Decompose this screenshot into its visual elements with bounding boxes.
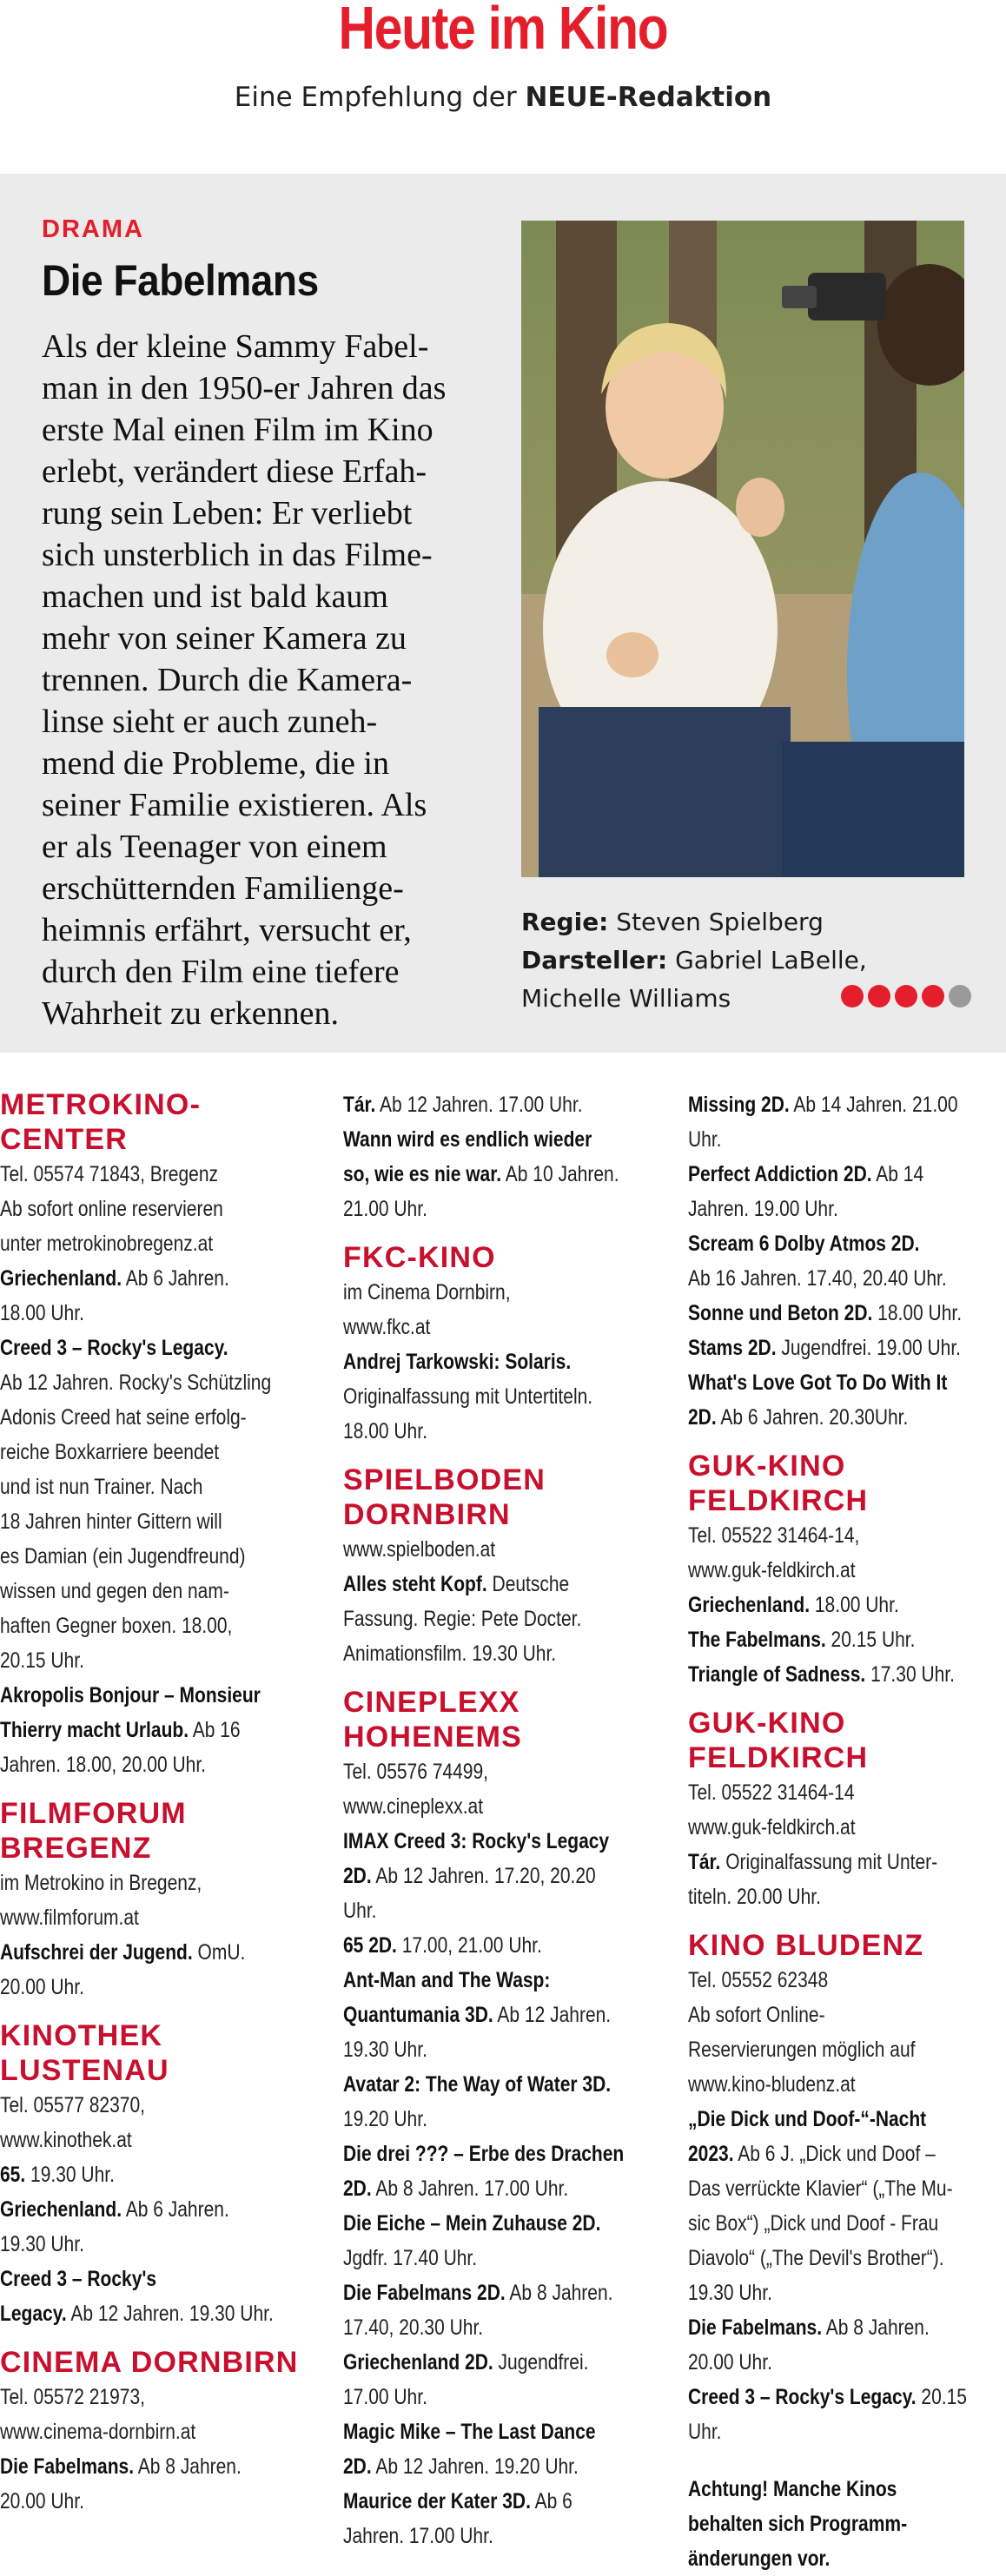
- film-title-line: Ant-Man and The Wasp:: [343, 1968, 551, 1992]
- director-label: Regie:: [521, 908, 609, 936]
- film-title-inline: Tár.: [343, 1093, 376, 1117]
- listing-line: 19.20 Uhr.: [343, 2107, 427, 2131]
- cinema-name: KINOTHEK: [0, 2019, 163, 2052]
- cast-line-2: Michelle Williams: [521, 984, 731, 1013]
- film-title-line: änderungen vor.: [688, 2546, 831, 2571]
- film-still-illustration: [521, 221, 964, 877]
- cinema-name: CINEPLEXX: [343, 1686, 520, 1719]
- film-title-line: Wann wird es endlich wieder: [343, 1127, 592, 1152]
- listing-line: www.cineplexx.at: [343, 1794, 484, 1819]
- listing-line: [0, 2157, 262, 2192]
- film-title-line: Scream 6 Dolby Atmos 2D.: [688, 1232, 920, 1256]
- synopsis-line: erste Mal einen Film im Kino: [42, 412, 434, 448]
- listing-line: Ab 16 Jahren. 17.40, 20.40 Uhr.: [688, 1266, 947, 1291]
- film-title-inline: 2D.: [688, 1405, 717, 1430]
- film-title-line: Die Eiche – Mein Zuhause 2D.: [343, 2211, 601, 2236]
- cinema-name: KINO BLUDENZ: [688, 1929, 924, 1962]
- listing-line: www.spielboden.at: [343, 1537, 496, 1562]
- film-title-inline: Aufschrei der Jugend.: [0, 1940, 193, 1965]
- listing-line: Das verrückte Klavier“ („The Mu-: [688, 2176, 953, 2201]
- film-title-line: Creed 3 – Rocky's Legacy.: [0, 1336, 228, 1360]
- listing-detail: Ab 6 Jahren.: [122, 1266, 229, 1291]
- film-title-line: Avatar 2: The Way of Water 3D.: [343, 2072, 612, 2097]
- listing-line: [343, 1087, 613, 1122]
- listing-line: 19.30 Uhr.: [343, 2038, 427, 2062]
- listing-line: [343, 1928, 613, 1963]
- listing-line: [688, 2380, 967, 2414]
- listing-line: [688, 1845, 950, 1879]
- listing-line: 18 Jahren hinter Gittern will: [0, 1509, 222, 1534]
- cast-names-1: Gabriel LaBelle,: [675, 946, 867, 974]
- cinema-name: BREGENZ: [0, 1832, 152, 1865]
- listing-line: [343, 1567, 613, 1602]
- listing-detail: Deutsche: [486, 1572, 570, 1596]
- film-title-inline: Creed 3 – Rocky's Legacy.: [688, 2385, 917, 2409]
- listing-line: www.guk-feldkirch.at: [688, 1815, 856, 1840]
- listing-line: www.guk-feldkirch.at: [688, 1558, 856, 1582]
- listing-line: und ist nun Trainer. Nach: [0, 1475, 203, 1499]
- film-title-line: Achtung! Manche Kinos: [688, 2477, 897, 2501]
- listing-line: www.kinothek.at: [0, 2128, 132, 2152]
- listing-line: Ab sofort Online-: [688, 2003, 825, 2027]
- film-title-inline: 65.: [0, 2163, 26, 2187]
- listing-line: 17.40, 20.30 Uhr.: [343, 2315, 484, 2340]
- synopsis-line: mend die Probleme, die in: [42, 745, 389, 782]
- listing-line: Ab sofort online reservieren: [0, 1197, 223, 1221]
- listing-detail: Ab 8 Jahren.: [822, 2315, 930, 2340]
- film-title-inline: Die Fabelmans.: [688, 2315, 823, 2340]
- listing-line: Reservierungen möglich auf: [688, 2038, 916, 2062]
- listing-line: Tel. 05522 31464-14,: [688, 1523, 860, 1548]
- listing-column-2: [343, 1087, 665, 2553]
- listing-line: [343, 2449, 613, 2484]
- listing-line: Diavolo“ („The Devil's Brother“).: [688, 2246, 944, 2270]
- listing-line: [343, 1859, 613, 1893]
- synopsis-line: Als der kleine Sammy Fabel-: [42, 328, 429, 365]
- spacer: [688, 2449, 1001, 2472]
- listing-line: Originalfassung mit Untertiteln.: [343, 1384, 593, 1409]
- listing-detail: 18.00 Uhr.: [872, 1301, 963, 1325]
- listing-column-1: [0, 1087, 313, 2519]
- listing-line: Tel. 05576 74499,: [343, 1760, 488, 1784]
- film-title-line: „Die Dick und Doof-“-Nacht: [688, 2107, 927, 2131]
- film-title-line: Magic Mike – The Last Dance: [343, 2420, 596, 2444]
- subtitle-brand: NEUE-Redaktion: [525, 82, 772, 113]
- listing-line: Tel. 05574 71843, Bregenz: [0, 1162, 219, 1186]
- listing-detail: 17.00, 21.00 Uhr.: [396, 1933, 542, 1958]
- listing-line: Uhr.: [688, 1127, 722, 1152]
- film-title-line: IMAX Creed 3: Rocky's Legacy: [343, 1829, 610, 1853]
- listing-detail: Ab 6 J. „Dick und Doof –: [733, 2142, 936, 2166]
- synopsis-line: rung sein Leben: Er verliebt: [42, 495, 413, 532]
- listing-line: [688, 1588, 950, 1622]
- listing-detail: Ab 14: [871, 1162, 924, 1186]
- listing-line: 19.30 Uhr.: [0, 2232, 84, 2256]
- listing-line: [343, 2484, 613, 2519]
- listing-detail: Ab 12 Jahren. 17.00 Uhr.: [375, 1093, 583, 1117]
- listing-detail: Ab 16: [189, 1718, 241, 1742]
- listing-detail: Ab 10 Jahren.: [501, 1162, 619, 1186]
- listing-line: Uhr.: [688, 2420, 722, 2444]
- listing-line: Tel. 05552 62348: [688, 1968, 829, 1992]
- synopsis-line: er als Teenager von einem: [42, 829, 387, 865]
- cinema-name: FELDKIRCH: [688, 1484, 869, 1517]
- listing-detail: 18.00 Uhr.: [810, 1593, 899, 1617]
- listing-line: unter metrokinobregenz.at: [0, 1232, 214, 1256]
- listing-line: [0, 1713, 262, 1747]
- listing-detail: Ab 12 Jahren.: [493, 2003, 612, 2027]
- film-title-inline: Die Fabelmans.: [0, 2454, 135, 2479]
- film-title-inline: Triangle of Sadness.: [688, 1662, 866, 1687]
- listing-line: 18.00 Uhr.: [343, 1419, 427, 1443]
- film-title-inline: Griechenland.: [0, 2197, 122, 2222]
- cinema-name: CENTER: [0, 1123, 128, 1156]
- listing-line: Jgdfr. 17.40 Uhr.: [343, 2246, 478, 2270]
- listing-line: 21.00 Uhr.: [343, 1197, 427, 1221]
- listing-line: [688, 1622, 950, 1657]
- listing-line: [688, 2310, 950, 2345]
- film-title-inline: The Fabelmans.: [688, 1628, 826, 1652]
- subtitle-prefix: Eine Empfehlung der: [234, 82, 526, 113]
- listing-line: 20.15 Uhr.: [0, 1648, 84, 1673]
- listing-line: [343, 1157, 619, 1192]
- listing-line: [688, 1157, 950, 1192]
- rating-dot-filled: [841, 985, 864, 1007]
- listing-line: [343, 2275, 613, 2310]
- listing-line: es Damian (ein Jugendfreund): [0, 1544, 246, 1569]
- listing-line: [0, 2192, 262, 2227]
- listing-detail: Originalfassung mit Unter-: [720, 1850, 938, 1874]
- listing-detail: Ab 6 Jahren. 20.30Uhr.: [716, 1405, 909, 1430]
- listing-line: 18.00 Uhr.: [0, 1301, 84, 1325]
- listing-line: reiche Boxkarriere beendet: [0, 1440, 220, 1464]
- film-title-inline: Maurice der Kater 3D.: [343, 2489, 531, 2513]
- film-title-inline: Tár.: [688, 1850, 721, 1874]
- film-synopsis: [42, 326, 493, 1034]
- film-title-inline: Griechenland 2D.: [343, 2350, 493, 2375]
- listing-detail: Ab 12 Jahren. 19.30 Uhr.: [66, 2302, 274, 2326]
- synopsis-line: man in den 1950-er Jahren das: [42, 370, 447, 406]
- synopsis-line: trennen. Durch die Kamera-: [42, 662, 413, 698]
- cinema-name: CINEMA DORNBIRN: [0, 2346, 299, 2379]
- rating-dot-filled: [868, 985, 890, 1007]
- listing-line: www.fkc.at: [343, 1315, 431, 1339]
- listing-line: [0, 1935, 262, 1970]
- synopsis-line: mehr von seiner Kamera zu: [42, 620, 407, 657]
- listing-detail: Jugendfrei.: [493, 2350, 589, 2375]
- film-title-inline: Sonne und Beton 2D.: [688, 1301, 873, 1325]
- film-title: Die Fabelmans: [42, 256, 319, 305]
- film-title-inline: 2D.: [343, 2176, 372, 2201]
- listing-line: Uhr.: [343, 1899, 377, 1923]
- film-title-inline: so, wie es nie war.: [343, 1162, 502, 1186]
- film-still-image: [521, 221, 964, 877]
- listing-line: 20.00 Uhr.: [0, 1975, 84, 1999]
- film-genre: DRAMA: [42, 215, 144, 243]
- listing-detail: Ab 8 Jahren.: [505, 2281, 613, 2305]
- film-title-inline: Thierry macht Urlaub.: [0, 1718, 189, 1742]
- cinema-name: SPIELBODEN: [343, 1463, 546, 1496]
- film-title-inline: 2023.: [688, 2142, 734, 2166]
- listing-line: im Metrokino in Bregenz,: [0, 1871, 202, 1895]
- film-title-line: Akropolis Bonjour – Monsieur: [0, 1683, 261, 1707]
- listing-line: [0, 2449, 262, 2484]
- listing-line: [688, 1400, 950, 1435]
- listing-line: [688, 1296, 963, 1331]
- listing-line: 17.00 Uhr.: [343, 2385, 427, 2409]
- listing-line: Fassung. Regie: Pete Docter.: [343, 1607, 582, 1631]
- listing-detail: Ab 12 Jahren. 19.20 Uhr.: [371, 2454, 579, 2479]
- cinema-name: FELDKIRCH: [688, 1741, 869, 1774]
- synopsis-line: machen und ist bald kaum: [42, 578, 388, 615]
- listing-line: Tel. 05577 82370,: [0, 2093, 145, 2117]
- listing-line: Adonis Creed hat seine erfolg-: [0, 1405, 247, 1430]
- film-title-inline: 2D.: [343, 1864, 372, 1888]
- synopsis-line: heimnis erfährt, versucht er,: [42, 912, 412, 948]
- cinema-name: LUSTENAU: [0, 2054, 169, 2087]
- cinema-name: HOHENEMS: [343, 1721, 523, 1754]
- listing-line: [688, 1087, 958, 1122]
- film-title-line: behalten sich Programm-: [688, 2512, 908, 2536]
- cinema-name: FKC-KINO: [343, 1241, 496, 1274]
- listing-line: [688, 1331, 962, 1365]
- listing-line: wissen und gegen den nam-: [0, 1579, 229, 1603]
- listing-line: [343, 2345, 613, 2380]
- cinema-name: FILMFORUM: [0, 1797, 187, 1830]
- listing-line: 19.30 Uhr.: [688, 2281, 772, 2305]
- page-title: Heute im Kino: [338, 0, 668, 62]
- film-title-inline: 65 2D.: [343, 1933, 397, 1958]
- synopsis-line: seiner Familie existieren. Als: [42, 787, 427, 823]
- listing-line: [343, 1998, 613, 2032]
- rating-dot-filled: [895, 985, 917, 1007]
- listing-line: haften Gegner boxen. 18.00,: [0, 1614, 233, 1638]
- listing-line: titeln. 20.00 Uhr.: [688, 1885, 821, 1909]
- listing-line: im Cinema Dornbirn,: [343, 1280, 511, 1305]
- cinema-name: METROKINO-: [0, 1088, 202, 1121]
- rating-dot-filled: [922, 985, 944, 1007]
- film-title-line: Andrej Tarkowski: Solaris.: [343, 1350, 572, 1374]
- film-title-inline: Die Fabelmans 2D.: [343, 2281, 506, 2305]
- listing-line: [343, 2171, 613, 2206]
- listing-line: Tel. 05572 21973,: [0, 2385, 145, 2409]
- synopsis-line: Wahrheit zu erkennen.: [42, 995, 339, 1032]
- film-title-inline: Alles steht Kopf.: [343, 1572, 487, 1596]
- listing-line: www.filmforum.at: [0, 1906, 139, 1930]
- synopsis-line: linse sieht er auch zuneh-: [42, 703, 378, 740]
- listing-line: Tel. 05522 31464-14: [688, 1780, 855, 1805]
- listing-detail: Ab 6: [530, 2489, 572, 2513]
- listing-detail: Jugendfrei. 19.00 Uhr.: [776, 1336, 962, 1360]
- listing-detail: 20.15: [916, 2385, 967, 2409]
- film-title-line: What's Love Got To Do With It: [688, 1371, 948, 1395]
- listing-line: [688, 1657, 955, 1692]
- film-title-inline: 2D.: [343, 2454, 372, 2479]
- film-title-inline: Missing 2D.: [688, 1093, 790, 1117]
- page-subtitle: [0, 82, 1006, 113]
- listing-line: Ab 12 Jahren. Rocky's Schützling: [0, 1371, 272, 1395]
- listing-line: www.cinema-dornbirn.at: [0, 2420, 196, 2444]
- listing-detail: Ab 6 Jahren.: [122, 2197, 229, 2222]
- listing-line: Jahren. 19.00 Uhr.: [688, 1197, 838, 1221]
- listing-detail: Ab 12 Jahren. 17.20, 20.20: [371, 1864, 596, 1888]
- film-title-inline: Legacy.: [0, 2302, 67, 2326]
- film-title-line: Creed 3 – Rocky's: [0, 2267, 157, 2291]
- listing-detail: Ab 8 Jahren.: [134, 2454, 242, 2479]
- listing-line: Jahren. 17.00 Uhr.: [343, 2524, 493, 2548]
- film-title-inline: Perfect Addiction 2D.: [688, 1162, 872, 1186]
- page-header: [0, 0, 1006, 174]
- cinema-name: DORNBIRN: [343, 1498, 511, 1531]
- cast-line: [521, 941, 973, 980]
- listing-line: [0, 1261, 262, 1296]
- cast-label: Darsteller:: [521, 946, 668, 974]
- listing-line: 20.00 Uhr.: [688, 2350, 772, 2375]
- listing-detail: Ab 8 Jahren. 17.00 Uhr.: [371, 2176, 569, 2201]
- film-title-inline: Quantumania 3D.: [343, 2003, 493, 2027]
- listing-detail: Ab 14 Jahren. 21.00: [789, 1093, 958, 1117]
- film-title-inline: Stams 2D.: [688, 1336, 777, 1360]
- synopsis-line: durch den Film eine tiefere: [42, 954, 400, 990]
- listing-detail: 17.30 Uhr.: [865, 1662, 955, 1687]
- film-title-line: Die drei ??? – Erbe des Drachen: [343, 2142, 625, 2166]
- film-title-inline: Griechenland.: [688, 1593, 811, 1617]
- listing-line: sic Box“) „Dick und Doof - Frau: [688, 2211, 939, 2236]
- listing-detail: 19.30 Uhr.: [25, 2163, 115, 2187]
- cinema-name: GUK-KINO: [688, 1450, 846, 1483]
- rating-dots: [841, 985, 971, 1007]
- listing-line: Jahren. 18.00, 20.00 Uhr.: [0, 1753, 207, 1777]
- synopsis-line: sich unsterblich in das Filme-: [42, 537, 433, 573]
- rating-dot-empty: [949, 985, 971, 1007]
- director-line: [521, 903, 973, 941]
- director-name: Steven Spielberg: [616, 908, 824, 936]
- film-title-inline: Griechenland.: [0, 1266, 122, 1291]
- listing-line: [0, 2296, 274, 2331]
- listing-column-3: [688, 1087, 1001, 2576]
- listing-line: Animationsfilm. 19.30 Uhr.: [343, 1641, 557, 1666]
- listing-detail: OmU.: [192, 1940, 246, 1965]
- listing-line: [688, 2137, 950, 2171]
- synopsis-line: erlebt, verändert diese Erfah-: [42, 453, 427, 490]
- listing-line: 20.00 Uhr.: [0, 2489, 84, 2513]
- synopsis-line: erschütternden Familienge-: [42, 870, 404, 907]
- listing-detail: 20.15 Uhr.: [825, 1628, 916, 1652]
- cinema-name: GUK-KINO: [688, 1707, 846, 1740]
- listing-line: www.kino-bludenz.at: [688, 2072, 856, 2097]
